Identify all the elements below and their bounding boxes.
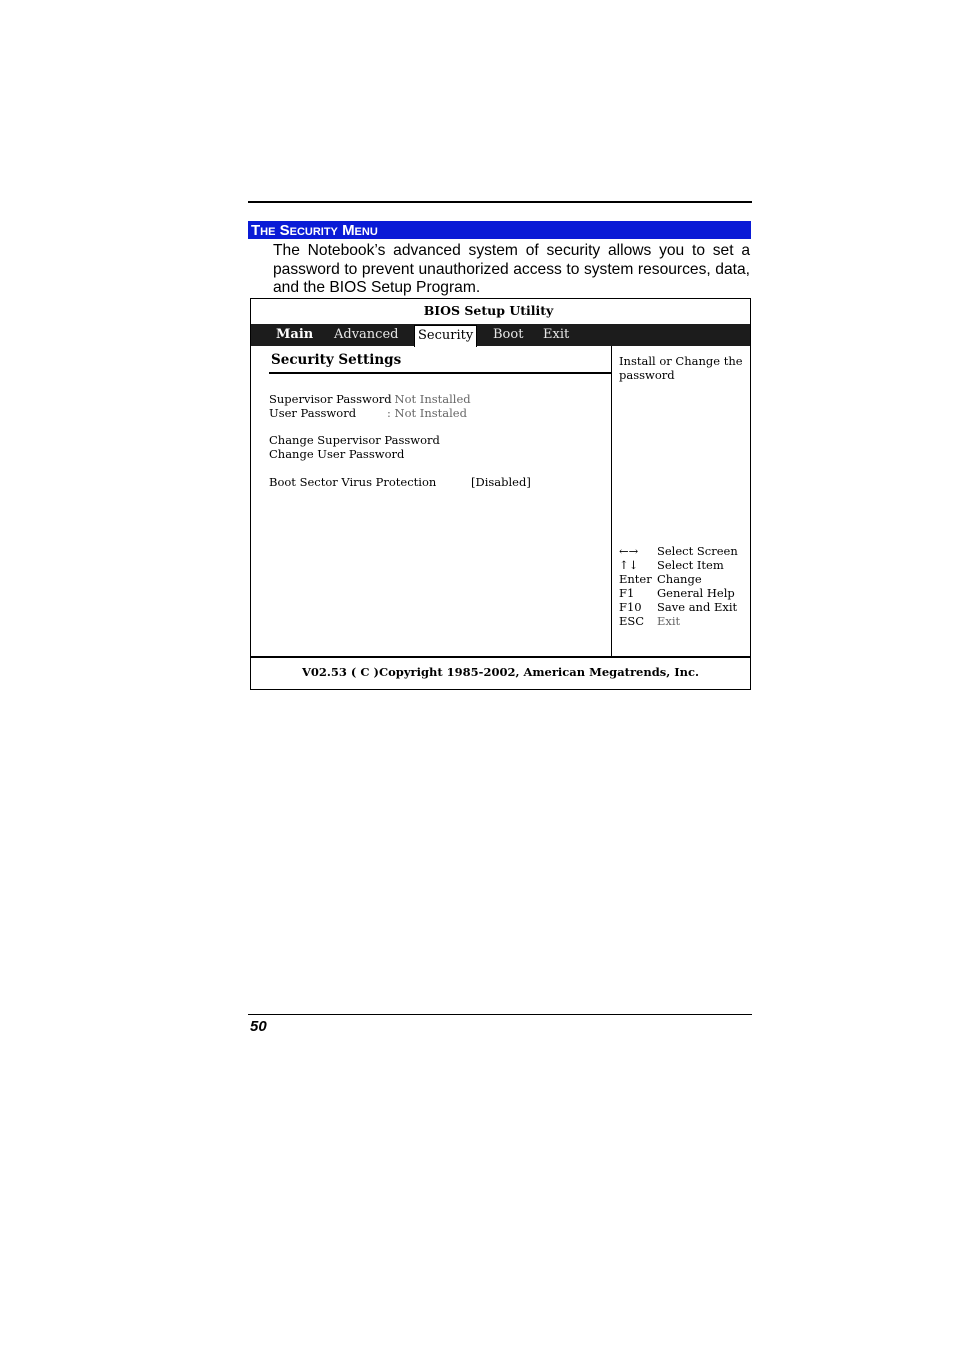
user-password-value: : Not Instaled — [387, 406, 467, 420]
key-desc: Exit — [657, 614, 681, 628]
menu-advanced[interactable]: Advanced — [334, 327, 399, 342]
top-rule — [248, 201, 752, 203]
key-row-exit — [619, 614, 681, 628]
menu-main[interactable]: Main — [276, 327, 314, 342]
key-desc: Select Screen — [657, 544, 738, 558]
bios-screenshot — [250, 298, 751, 690]
intro-paragraph: The Notebook’s advanced system of security allows you to set a password to prevent unauthorized access to system resources, data, and the BIOS Setup Program. — [273, 242, 750, 297]
settings-title: Security Settings — [271, 352, 402, 368]
key-desc: Save and Exit — [657, 600, 738, 614]
section-heading — [248, 221, 751, 239]
supervisor-password-value: : Not Installed — [387, 392, 471, 406]
change-supervisor-password[interactable]: Change Supervisor Password — [269, 433, 440, 447]
key-row-general-help — [619, 586, 735, 600]
key-row-save-exit — [619, 600, 738, 614]
key-label: Enter — [619, 572, 652, 586]
key-label: ESC — [619, 614, 645, 628]
key-row-select-item — [619, 558, 724, 572]
bios-menu-bar — [251, 324, 750, 346]
key-desc: Change — [657, 572, 702, 586]
left-right-arrows-icon: ←→ — [619, 544, 639, 558]
key-row-change — [619, 572, 702, 586]
help-text: Install or Change the password — [619, 354, 743, 382]
key-label: F10 — [619, 600, 642, 614]
supervisor-password-label: Supervisor Password — [269, 392, 392, 406]
boot-sector-virus-protection-label: Boot Sector Virus Protection — [269, 475, 437, 489]
page-number: 50 — [250, 1018, 267, 1035]
settings-panel — [251, 346, 612, 656]
bottom-rule — [248, 1014, 752, 1015]
menu-security[interactable]: Security — [414, 325, 477, 347]
menu-exit[interactable]: Exit — [543, 327, 570, 342]
boot-sector-virus-protection-value[interactable]: [Disabled] — [471, 475, 531, 489]
key-desc: General Help — [657, 586, 735, 600]
key-row-select-screen — [619, 544, 738, 558]
key-label: F1 — [619, 586, 635, 600]
settings-rule — [269, 372, 611, 374]
up-down-arrows-icon: ↑↓ — [619, 558, 639, 572]
change-user-password[interactable]: Change User Password — [269, 447, 405, 461]
menu-boot[interactable]: Boot — [493, 327, 524, 342]
footer-rule — [251, 656, 750, 658]
bios-copyright: V02.53 ( C )Copyright 1985-2002, American Megatrends, Inc. — [302, 665, 699, 679]
key-desc: Select Item — [657, 558, 724, 572]
bios-title: BIOS Setup Utility — [423, 303, 554, 318]
user-password-label: User Password — [269, 406, 357, 420]
section-heading-text: The Security Menu — [251, 222, 378, 239]
help-panel — [613, 346, 750, 656]
